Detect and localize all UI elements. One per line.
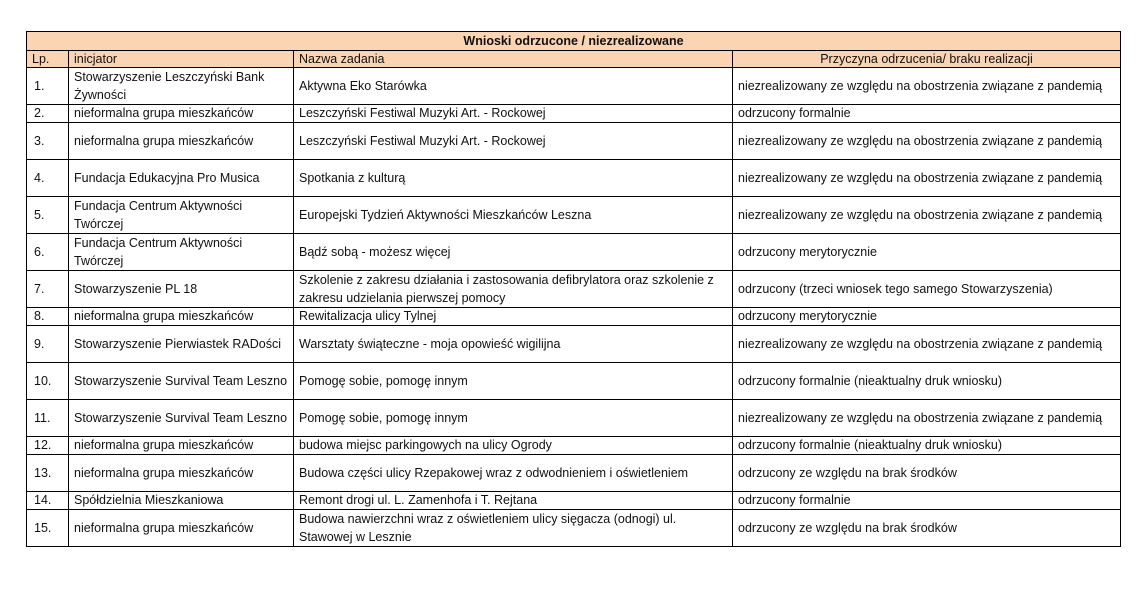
table-row [27,510,1121,547]
row-lp: 5. [27,197,69,234]
table-row [27,363,1121,400]
table-row [27,400,1121,437]
table-row [27,197,1121,234]
row-task: Leszczyński Festiwal Muzyki Art. - Rockowej [294,123,733,160]
row-initiator: Stowarzyszenie Survival Team Leszno [69,400,294,437]
row-reason: odrzucony (trzeci wniosek tego samego Stowarzyszenia) [733,271,1121,308]
row-reason: niezrealizowany ze względu na obostrzenia związane z pandemią [733,123,1121,160]
row-initiator: Spółdzielnia Mieszkaniowa [69,492,294,510]
row-lp: 15. [27,510,69,547]
table-row [27,160,1121,197]
table-row [27,455,1121,492]
row-lp: 8. [27,308,69,326]
table-row [27,234,1121,271]
row-initiator: nieformalna grupa mieszkańców [69,123,294,160]
row-initiator: Fundacja Centrum Aktywności Twórczej [69,197,294,234]
row-task: Europejski Tydzień Aktywności Mieszkańców Leszna [294,197,733,234]
row-reason: niezrealizowany ze względu na obostrzenia związane z pandemią [733,160,1121,197]
row-task: Leszczyński Festiwal Muzyki Art. - Rockowej [294,105,733,123]
row-task: Spotkania z kulturą [294,160,733,197]
row-reason: odrzucony merytorycznie [733,308,1121,326]
row-initiator: Fundacja Edukacyjna Pro Musica [69,160,294,197]
row-reason: odrzucony formalnie [733,105,1121,123]
row-lp: 7. [27,271,69,308]
row-reason: odrzucony ze względu na brak środków [733,510,1121,547]
row-task: Bądź sobą - możesz więcej [294,234,733,271]
header-task-name: Nazwa zadania [294,51,733,68]
table-header-row [27,51,1121,68]
row-reason: odrzucony formalnie [733,492,1121,510]
rejected-applications-table [26,31,1121,547]
row-reason: odrzucony merytorycznie [733,234,1121,271]
row-initiator: nieformalna grupa mieszkańców [69,437,294,455]
row-task: Warsztaty świąteczne - moja opowieść wigilijna [294,326,733,363]
table-row [27,68,1121,105]
row-initiator: nieformalna grupa mieszkańców [69,455,294,492]
row-task: Budowa części ulicy Rzepakowej wraz z odwodnieniem i oświetleniem [294,455,733,492]
row-task: Aktywna Eko Starówka [294,68,733,105]
row-lp: 14. [27,492,69,510]
table-row [27,105,1121,123]
row-initiator: nieformalna grupa mieszkańców [69,308,294,326]
row-lp: 12. [27,437,69,455]
row-initiator: Stowarzyszenie Leszczyński Bank Żywności [69,68,294,105]
row-reason: odrzucony formalnie (nieaktualny druk wniosku) [733,437,1121,455]
row-task: Remont drogi ul. L. Zamenhofa i T. Rejtana [294,492,733,510]
row-initiator: nieformalna grupa mieszkańców [69,510,294,547]
row-lp: 3. [27,123,69,160]
row-reason: niezrealizowany ze względu na obostrzenia związane z pandemią [733,400,1121,437]
row-reason: odrzucony ze względu na brak środków [733,455,1121,492]
table-row [27,326,1121,363]
row-task: Pomogę sobie, pomogę innym [294,400,733,437]
table-row [27,437,1121,455]
row-lp: 10. [27,363,69,400]
row-lp: 4. [27,160,69,197]
row-task: Budowa nawierzchni wraz z oświetleniem ulicy sięgacza (odnogi) ul. Stawowej w Lesznie [294,510,733,547]
row-task: Rewitalizacja ulicy Tylnej [294,308,733,326]
row-initiator: Stowarzyszenie PL 18 [69,271,294,308]
row-task: Szkolenie z zakresu działania i zastosowania defibrylatora oraz szkolenie z zakresu udzielania pierwszej pomocy [294,271,733,308]
table-title: Wnioski odrzucone / niezrealizowane [27,32,1121,51]
table-row [27,492,1121,510]
row-lp: 1. [27,68,69,105]
row-initiator: Fundacja Centrum Aktywności Twórczej [69,234,294,271]
row-lp: 11. [27,400,69,437]
row-lp: 9. [27,326,69,363]
header-reason: Przyczyna odrzucenia/ braku realizacji [733,51,1121,68]
rejected-applications-table-wrapper [26,31,1120,547]
table-row [27,123,1121,160]
row-reason: odrzucony formalnie (nieaktualny druk wniosku) [733,363,1121,400]
row-initiator: Stowarzyszenie Pierwiastek RADości [69,326,294,363]
row-reason: niezrealizowany ze względu na obostrzenia związane z pandemią [733,197,1121,234]
table-title-row [27,32,1121,51]
row-reason: niezrealizowany ze względu na obostrzenia związane z pandemią [733,68,1121,105]
row-task: budowa miejsc parkingowych na ulicy Ogrody [294,437,733,455]
row-lp: 13. [27,455,69,492]
table-row [27,271,1121,308]
row-task: Pomogę sobie, pomogę innym [294,363,733,400]
row-lp: 6. [27,234,69,271]
table-row [27,308,1121,326]
row-initiator: nieformalna grupa mieszkańców [69,105,294,123]
header-lp: Lp. [27,51,69,68]
row-initiator: Stowarzyszenie Survival Team Leszno [69,363,294,400]
header-initiator: inicjator [69,51,294,68]
row-lp: 2. [27,105,69,123]
row-reason: niezrealizowany ze względu na obostrzenia związane z pandemią [733,326,1121,363]
